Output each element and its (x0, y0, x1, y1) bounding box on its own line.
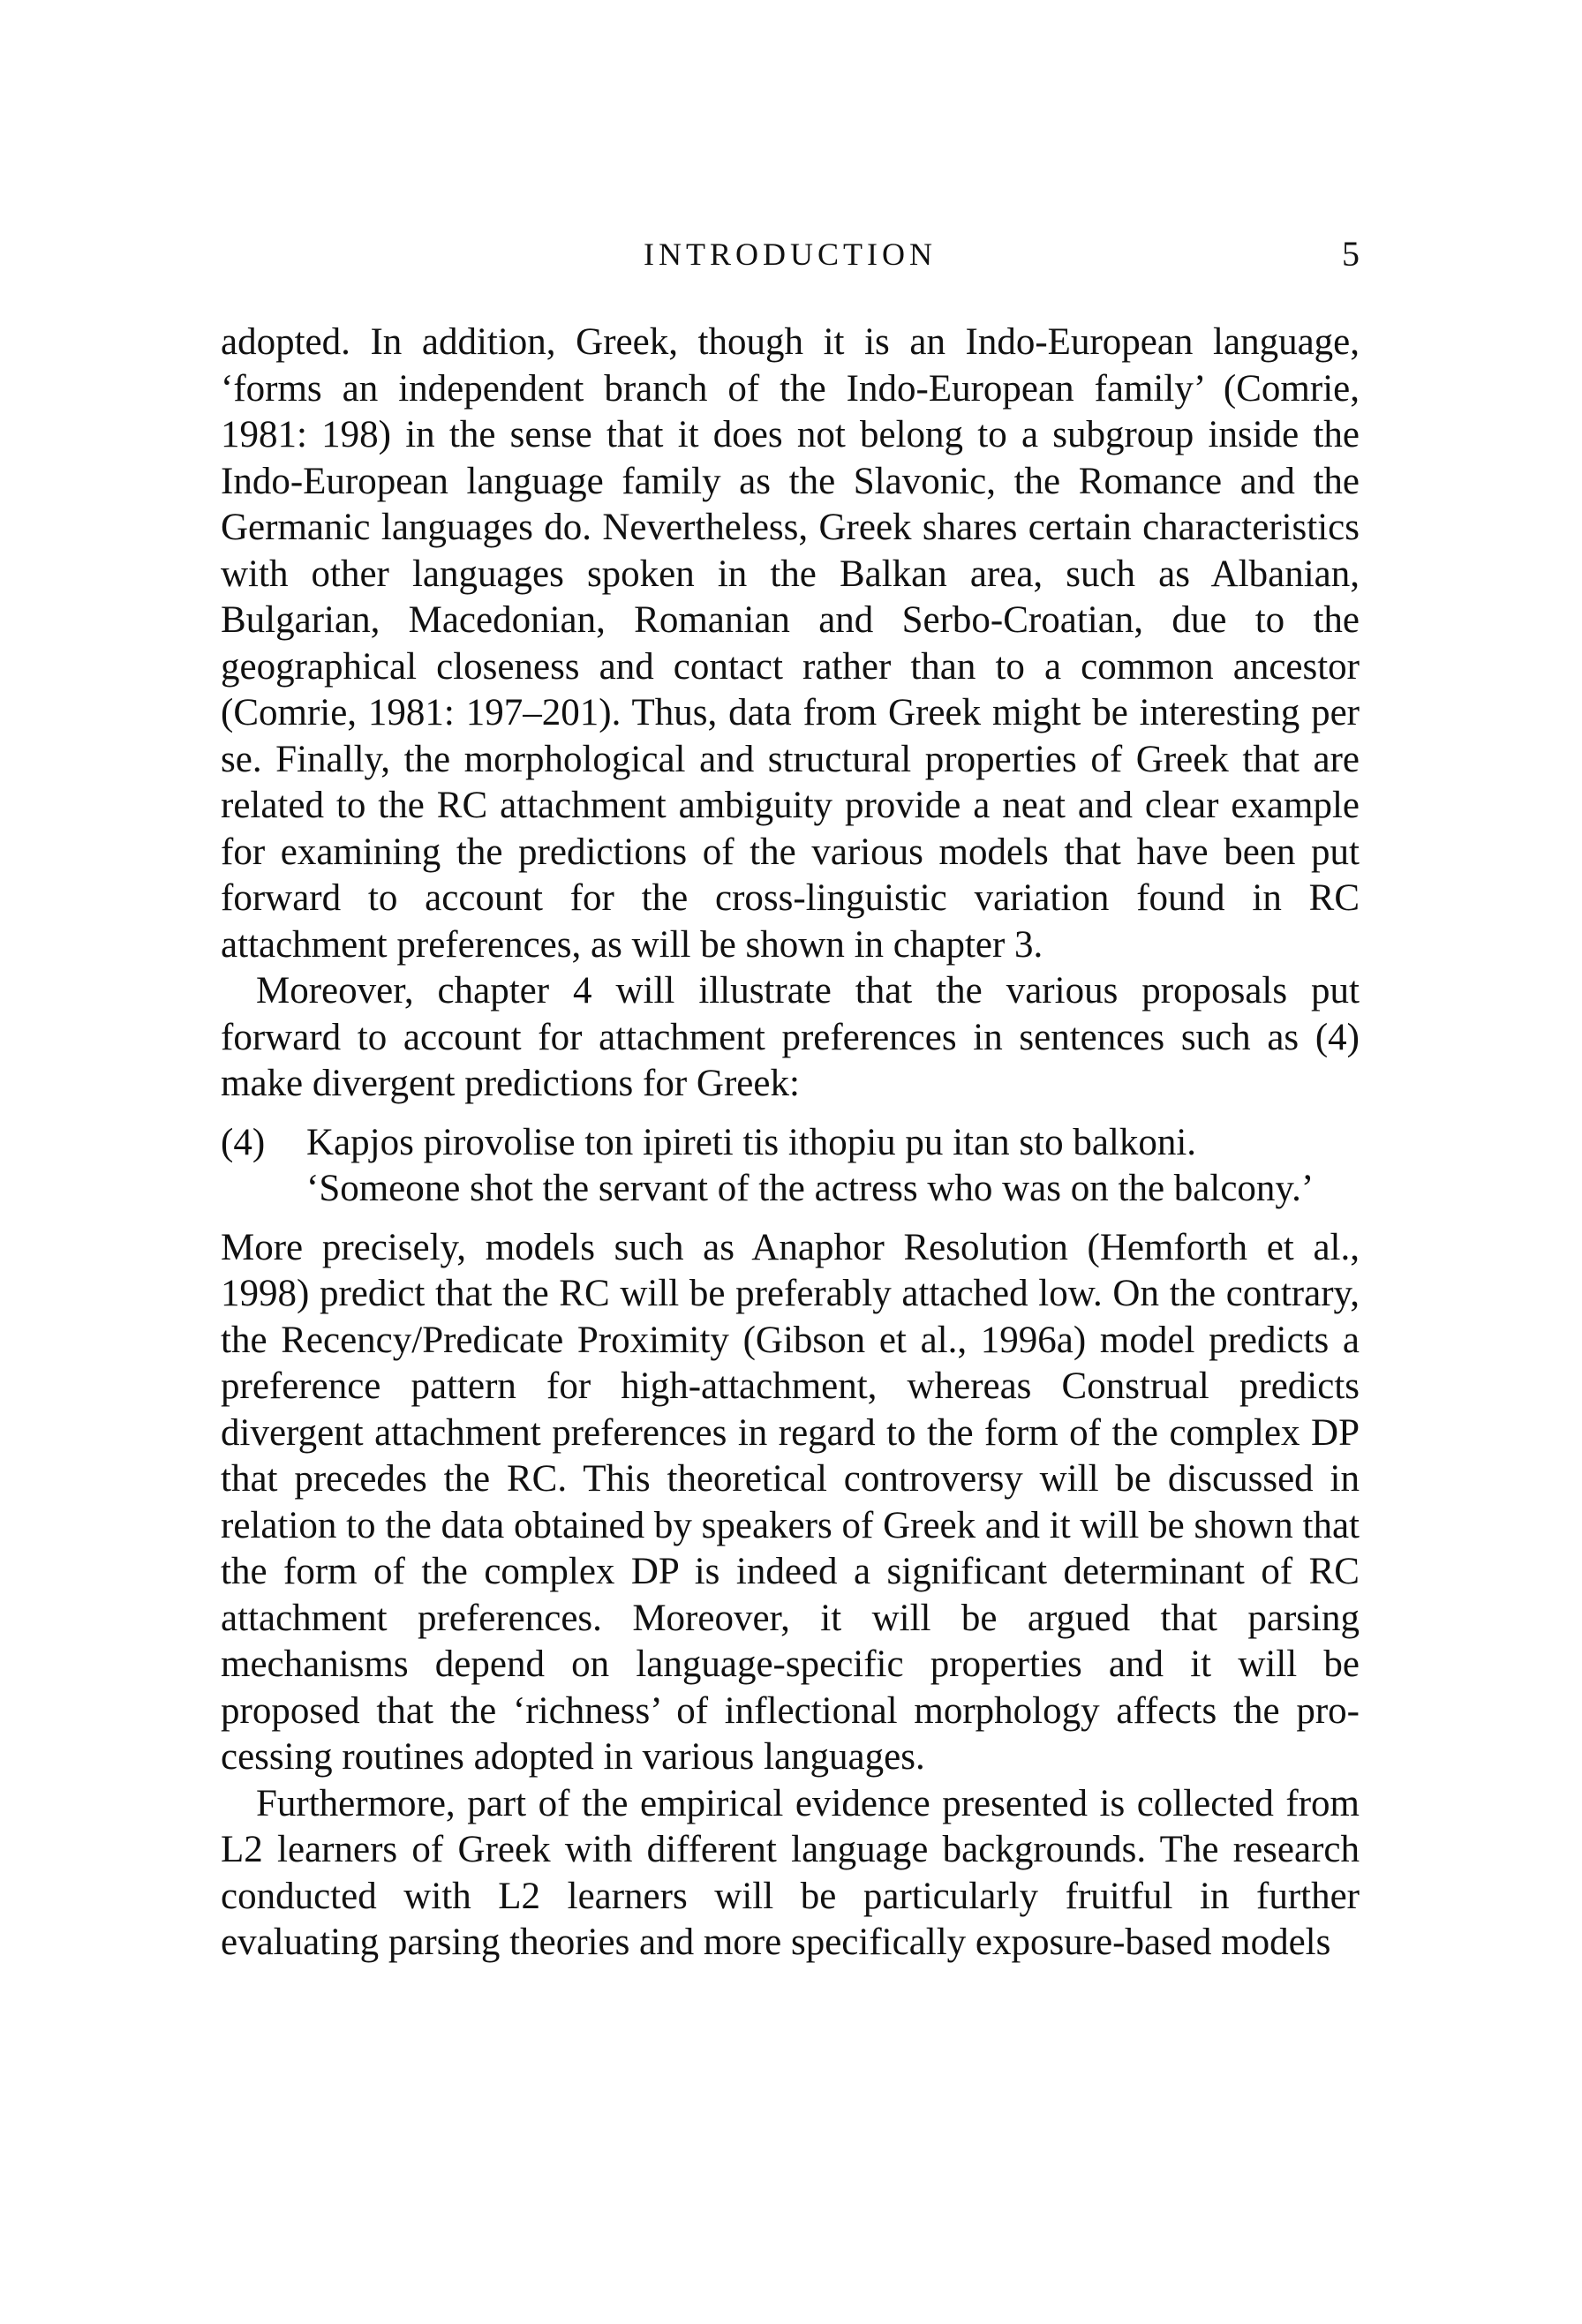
example-content (306, 1120, 1360, 1213)
running-head (221, 228, 1360, 281)
example-translation: ‘Someone shot the servant of the actress who was on the balcony.’ (306, 1168, 1315, 1209)
paragraph-l2-learners: Furthermore, part of the empirical evidence presented is collected from L2 learners of Greek with different language backgrounds. The research conducted with L2 learners will be particularly fruitful in further evaluating parsing theories and more specifically exposure-based models (221, 1782, 1360, 1963)
running-title: INTRODUCTION (644, 237, 937, 272)
example-number: (4) (221, 1121, 266, 1163)
paragraph-models: More precisely, models such as Anaphor Resolution (Hemforth et al., 1998) predict that the RC will be preferably attached low. On the contrary, the Recency/Predicate Proximity (Gibson et al., 1996a) model predicts a preference pattern for high-attachment, whereas Construal predicts divergent attachment preferences in regard to the form of the complex DP that precedes the RC. This theoretical controversy will be discussed in relation to the data obtained by speakers of Greek and it will be shown that the form of the complex DP is indeed a significant determinant of RC attachment preferences. Moreover, it will be argued that parsing mechanisms depend on language-specific properties and it will be proposed that the ‘richness’ of inflectional morphology affects the processing routines adopted in various languages. (221, 1226, 1360, 1778)
paragraph-chapter-4: Moreover, chapter 4 will illustrate that the various proposals put forward to account for attachment preferences in sentences such as (4) make divergent predictions for Greek: (221, 970, 1360, 1104)
linguistic-example (221, 1120, 1360, 1213)
page-number: 5 (1342, 234, 1360, 274)
paragraph-continuation: adopted. In addition, Greek, though it is an Indo-European language, ‘forms an independent branch of the Indo-European family’ (Comrie, 1981: 198) in the sense that it does not belong to a subgroup inside the Indo-European language family as the Slavonic, the Romance and the Germanic languages do. Nevertheless, Greek shares certain characteristics with other languages spoken in the Balkan area, such as Albanian, Bulgarian, Macedonian, Romanian and Serbo-Croatian, due to the geographical closeness and contact rather than to a common ancestor (Comrie, 1981: 197–201). Thus, data from Greek might be interesting per se. Finally, the morphological and structural properties of Greek that are related to the RC attachment ambiguity provide a neat and clear example for examining the predictions of the various models that have been put forward to account for the cross-linguistic variation found in RC attachment preferences, as will be shown in chapter 3. (221, 321, 1360, 966)
example-sentence: Kapjos pirovolise ton ipireti tis ithopiu pu itan sto balkoni. (306, 1121, 1197, 1163)
body-text (221, 320, 1360, 1967)
